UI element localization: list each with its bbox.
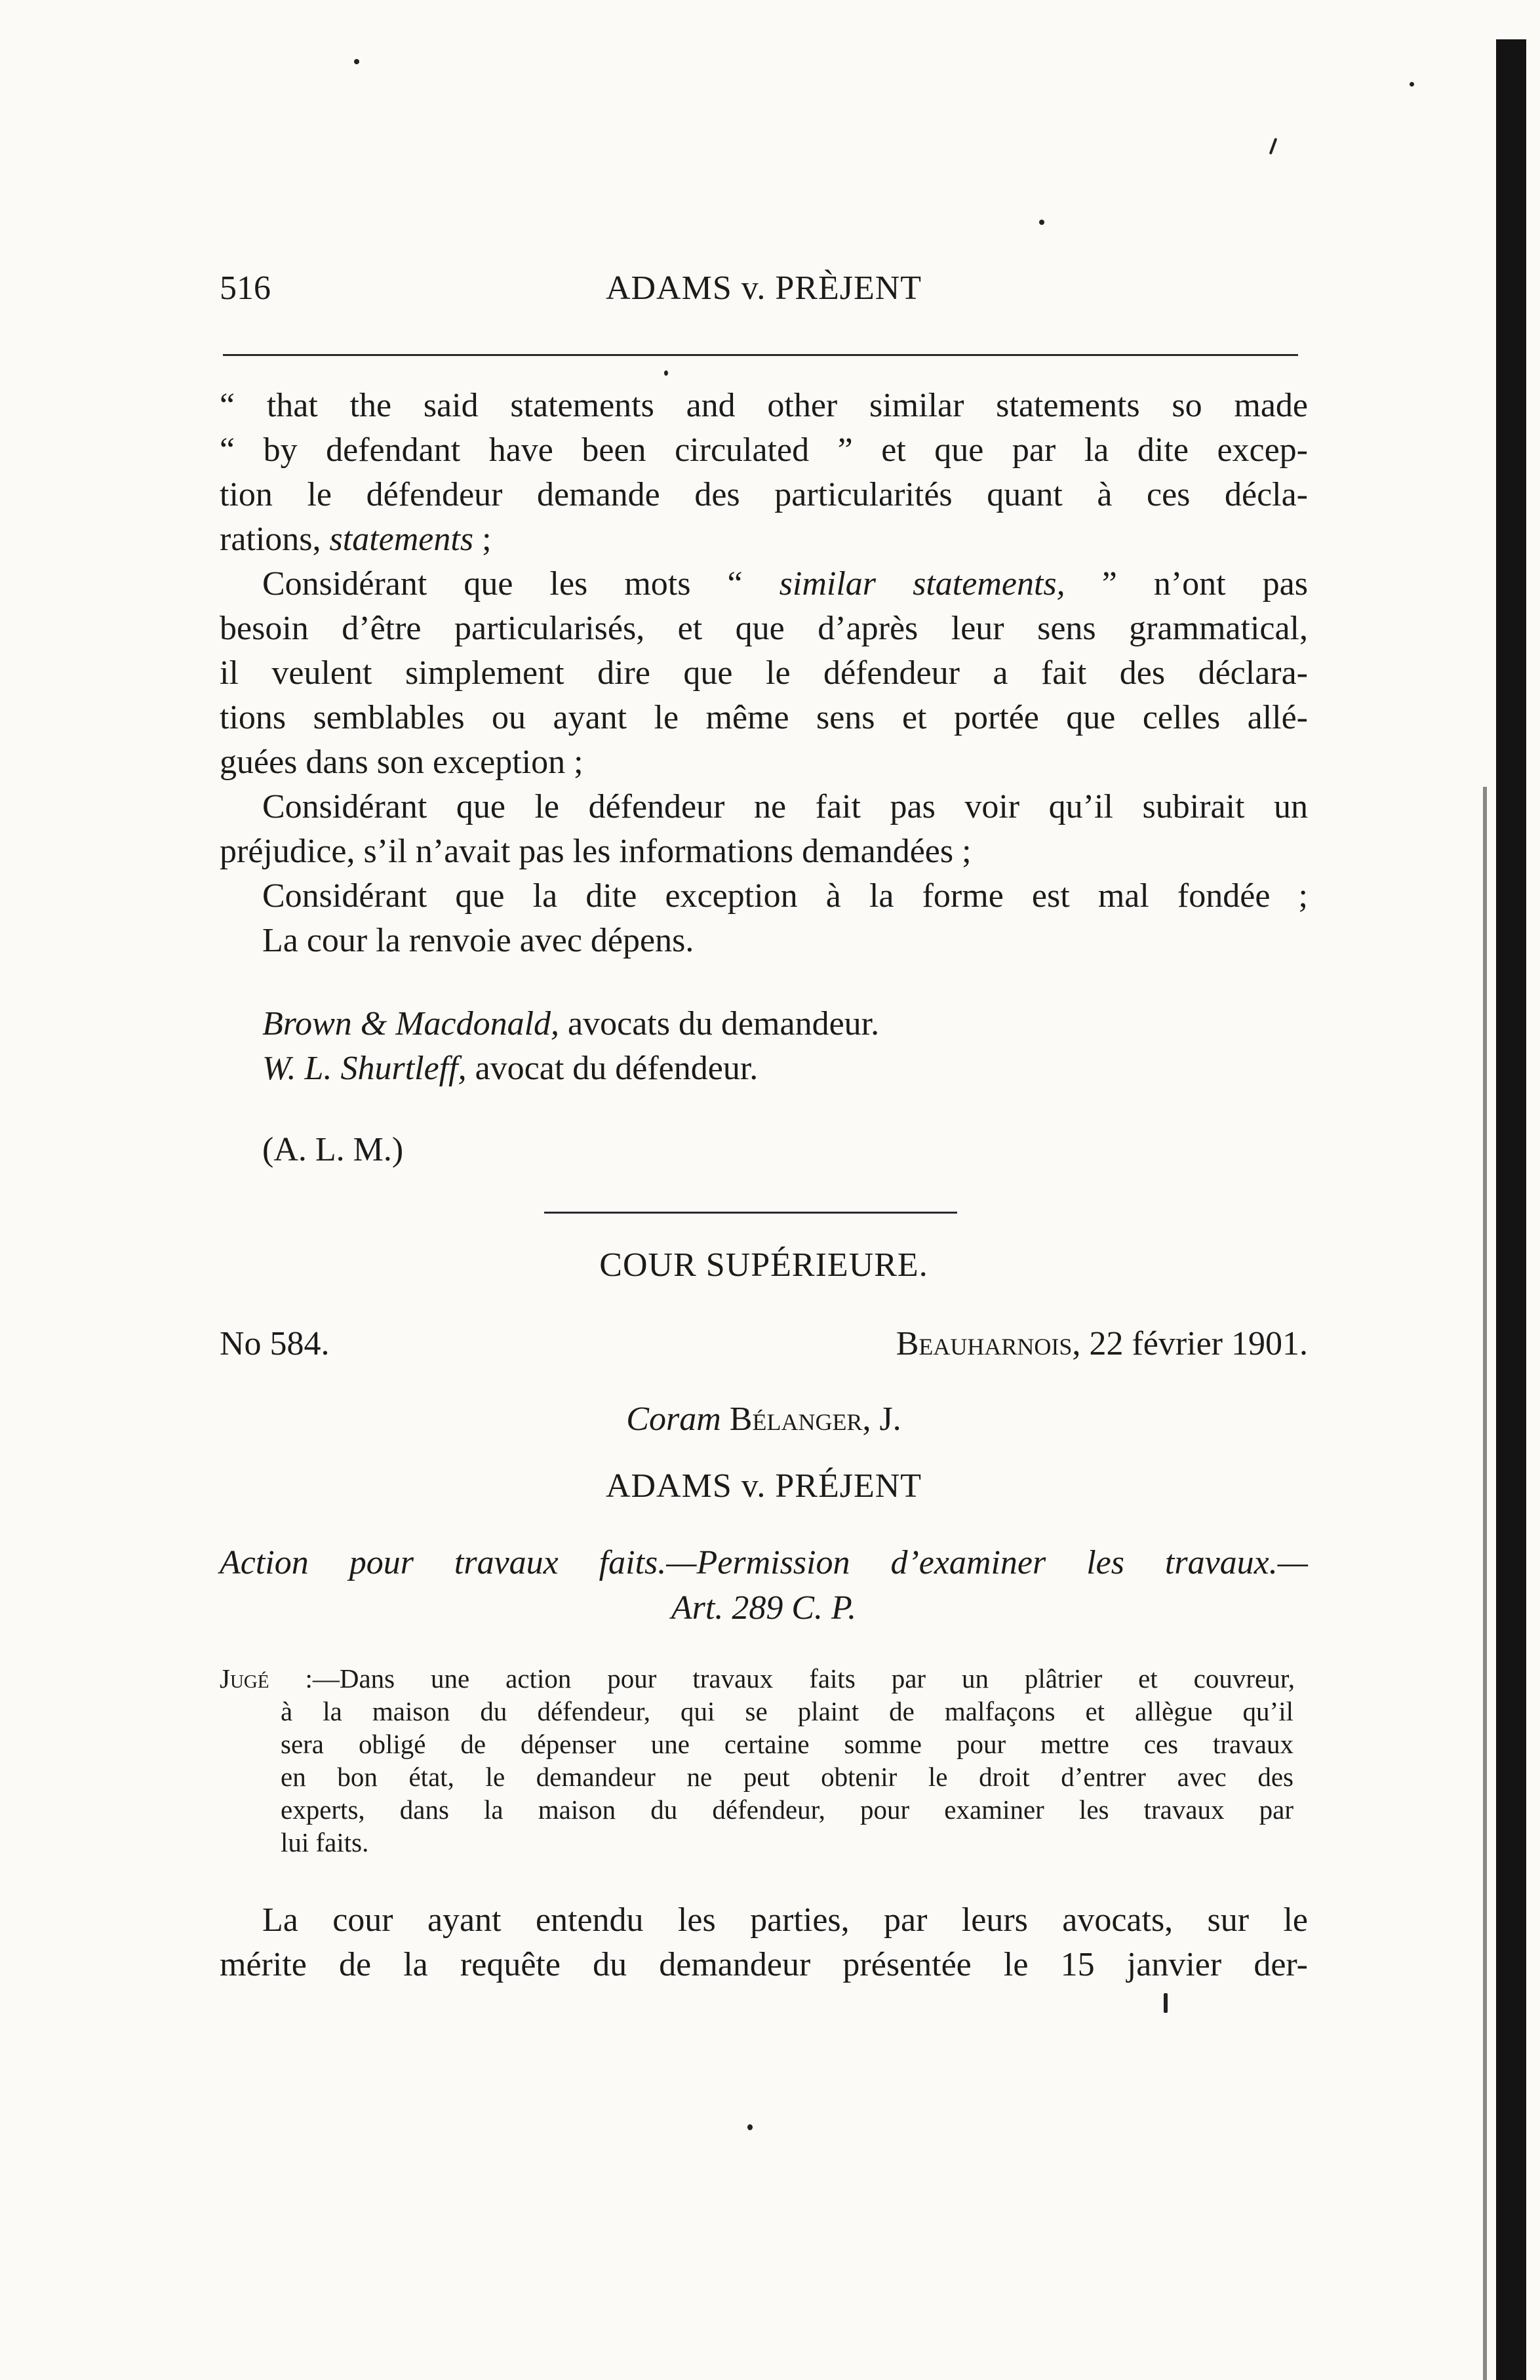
page-number: 516	[220, 269, 271, 307]
headnote-line-1	[220, 1662, 1295, 1695]
headnote-first-line: —Dans une action pour travaux faits par un plâtrier et couvreur,	[312, 1663, 1295, 1694]
considerant-1-line-1	[262, 562, 1308, 606]
headnote-line-6: lui faits.	[281, 1827, 369, 1857]
case-title: ADAMS v. PRÉJENT	[605, 1467, 922, 1505]
plaintiff-counsel-role: avocats du demandeur.	[568, 1005, 880, 1042]
considerant-1-prefix: Considérant que les mots “	[262, 565, 743, 603]
considerant-1-line-5: guées dans son exception ;	[220, 744, 583, 781]
considerant-1-italic: similar statements,	[779, 565, 1065, 603]
headnote-line-2: à la maison du défendeur, qui se plaint de malfaçons et allègue qu’il	[281, 1696, 1293, 1726]
considerant-2-line-2: préjudice, s’il n’avait pas les informations demandées ;	[220, 833, 972, 870]
considerant-1-line-3: il veulent simplement dire que le défendeur a fait des déclara-	[220, 654, 1308, 692]
subject-line-2: Art. 289 C. P.	[671, 1589, 857, 1627]
continuation-line-4-prefix: rations,	[220, 521, 321, 558]
case-place-date	[896, 1321, 1308, 1367]
counsel-defendant	[262, 1046, 1308, 1091]
headnote-line-5: experts, dans la maison du défendeur, pour examiner les travaux par	[281, 1795, 1293, 1825]
court-name: COUR SUPÉRIEURE.	[599, 1246, 928, 1284]
scan-shadow-line	[1483, 787, 1487, 2380]
considerant-1-suffix: ” n’ont pas	[1101, 565, 1308, 603]
case-place: Beauharnois,	[896, 1325, 1081, 1362]
opening-line-1: La cour ayant entendu les parties, par leurs avocats, sur le	[262, 1901, 1308, 1939]
coram-line	[220, 1397, 1308, 1442]
scan-speck	[1269, 138, 1278, 155]
headnote-label: Jugé :	[220, 1663, 313, 1694]
scan-speck	[1039, 220, 1044, 225]
scan-binding-edge	[1496, 39, 1526, 2380]
scan-speck	[664, 370, 668, 376]
considerant-3: Considérant que la dite exception à la forme est mal fondée ;	[262, 877, 1308, 915]
scan-speck	[1164, 1993, 1168, 2013]
continuation-line-1: “ that the said statements and other similar statements so made	[220, 387, 1308, 424]
continuation-line-4-suffix: ;	[482, 521, 492, 558]
subject-line-1: Action pour travaux faits.—Permission d’examiner les travaux.—	[220, 1544, 1308, 1581]
judge-name: Bélanger, J.	[729, 1400, 901, 1438]
judgment-line: La cour la renvoie avec dépens.	[262, 922, 694, 959]
scan-speck	[747, 2124, 753, 2130]
header-rule	[223, 354, 1298, 356]
reporter-initials: (A. L. M.)	[262, 1131, 404, 1168]
considerant-1-line-4: tions semblables ou ayant le même sens et portée que celles allé-	[220, 699, 1308, 736]
counsel-plaintiff	[262, 1002, 1308, 1046]
case-number: No 584.	[220, 1325, 330, 1362]
case-info-row	[220, 1321, 1308, 1367]
plaintiff-counsel-names: Brown & Macdonald,	[262, 1005, 560, 1042]
section-rule	[544, 1212, 957, 1214]
considerant-2-line-1: Considérant que le défendeur ne fait pas voir qu’il subirait un	[262, 788, 1308, 825]
headnote-line-3: sera obligé de dépenser une certaine somme pour mettre ces travaux	[281, 1729, 1293, 1759]
defendant-counsel-names: W. L. Shurtleff,	[262, 1050, 467, 1087]
continuation-line-4	[220, 517, 1308, 562]
continuation-line-3: tion le défendeur demande des particularités quant à ces décla-	[220, 476, 1308, 513]
running-title: ADAMS v. PRÈJENT	[605, 269, 922, 307]
headnote-line-4: en bon état, le demandeur ne peut obtenir le droit d’entrer avec des	[281, 1762, 1293, 1792]
considerant-1-line-2: besoin d’être particularisés, et que d’après leur sens grammatical,	[220, 610, 1308, 647]
scan-speck	[1410, 82, 1414, 87]
continuation-line-2: “ by defendant have been circulated ” et que par la dite excep-	[220, 431, 1308, 469]
opening-line-2: mérite de la requête du demandeur présentée le 15 janvier der-	[220, 1946, 1308, 1983]
coram-label: Coram	[626, 1400, 721, 1438]
scan-speck	[354, 59, 359, 64]
case-date: 22 février 1901.	[1089, 1325, 1308, 1362]
page-header	[220, 259, 1308, 318]
defendant-counsel-role: avocat du défendeur.	[475, 1050, 759, 1087]
continuation-line-4-italic: statements	[329, 521, 474, 558]
